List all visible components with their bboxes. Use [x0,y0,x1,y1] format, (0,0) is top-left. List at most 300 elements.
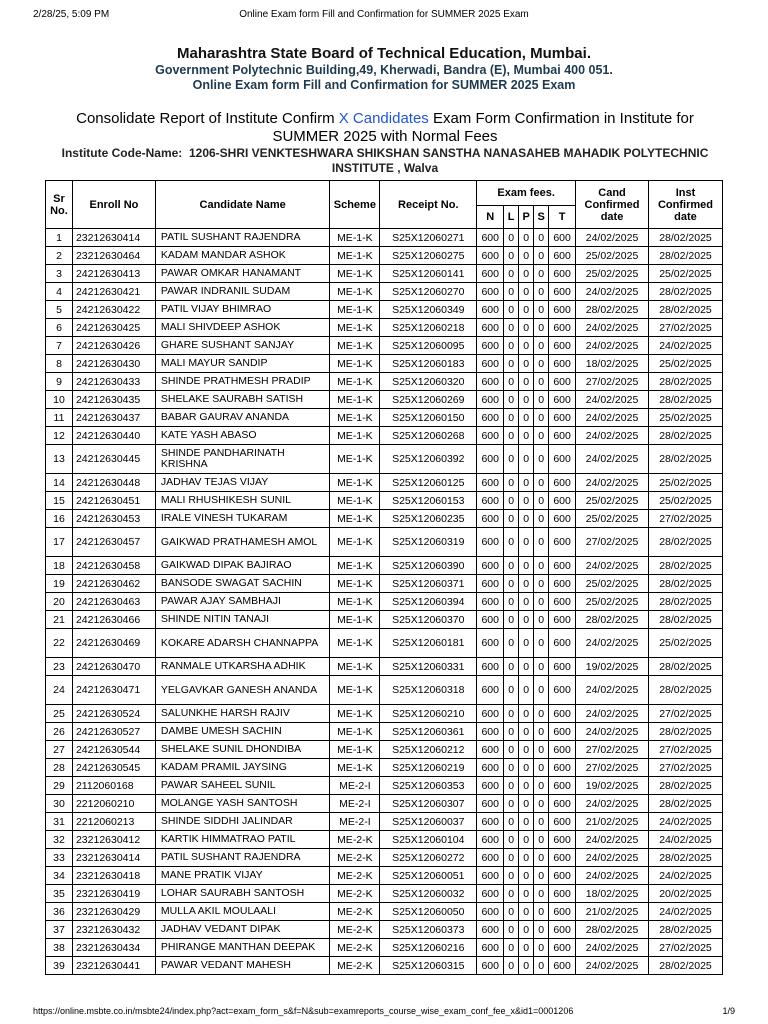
candidate-name-cell: KOKARE ADARSH CHANNAPPA [155,629,329,658]
inst-confirmed-cell: 28/02/2025 [648,445,722,474]
cand-confirmed-cell: 24/02/2025 [576,957,649,975]
fee-p-cell: 0 [519,229,534,247]
receipt-cell: S25X12060150 [380,409,477,427]
enroll-cell: 24212630448 [72,474,155,492]
sr-cell: 4 [46,283,73,301]
candidate-name-cell: SALUNKHE HARSH RAJIV [155,705,329,723]
cand-confirmed-cell: 21/02/2025 [576,903,649,921]
fee-s-cell: 0 [534,676,549,705]
fee-l-cell: 0 [504,229,519,247]
fee-n-cell: 600 [477,658,504,676]
fee-l-cell: 0 [504,658,519,676]
fee-l-cell: 0 [504,247,519,265]
table-row [46,283,723,301]
inst-confirmed-cell: 25/02/2025 [648,265,722,283]
inst-confirmed-cell: 27/02/2025 [648,705,722,723]
inst-confirmed-cell: 25/02/2025 [648,409,722,427]
cand-confirmed-cell: 28/02/2025 [576,611,649,629]
fee-t-cell: 600 [549,283,576,301]
table-row [46,557,723,575]
fee-t-cell: 600 [549,229,576,247]
scheme-cell: ME-1-K [330,528,380,557]
scheme-cell: ME-1-K [330,492,380,510]
sr-cell: 11 [46,409,73,427]
candidate-name-cell: PATIL SUSHANT RAJENDRA [155,849,329,867]
header-fee-n: N [477,206,504,229]
sr-cell: 28 [46,759,73,777]
fee-l-cell: 0 [504,409,519,427]
inst-confirmed-cell: 27/02/2025 [648,939,722,957]
cand-confirmed-cell: 24/02/2025 [576,427,649,445]
fee-t-cell: 600 [549,265,576,283]
table-row [46,229,723,247]
candidate-name-cell: SHELAKE SAURABH SATISH [155,391,329,409]
scheme-cell: ME-1-K [330,391,380,409]
cand-confirmed-cell: 27/02/2025 [576,528,649,557]
cand-confirmed-cell: 24/02/2025 [576,409,649,427]
table-row [46,867,723,885]
header-fee-l: L [504,206,519,229]
fee-s-cell: 0 [534,301,549,319]
fee-n-cell: 600 [477,492,504,510]
cand-confirmed-cell: 24/02/2025 [576,557,649,575]
fee-t-cell: 600 [549,957,576,975]
scheme-cell: ME-2-K [330,867,380,885]
fee-p-cell: 0 [519,795,534,813]
enroll-cell: 23212630464 [72,247,155,265]
cand-confirmed-cell: 24/02/2025 [576,939,649,957]
sr-cell: 32 [46,831,73,849]
inst-confirmed-cell: 28/02/2025 [648,723,722,741]
receipt-cell: S25X12060269 [380,391,477,409]
fee-t-cell: 600 [549,301,576,319]
fee-l-cell: 0 [504,921,519,939]
candidate-name-cell: MALI MAYUR SANDIP [155,355,329,373]
receipt-cell: S25X12060271 [380,229,477,247]
table-row [46,445,723,474]
fee-t-cell: 600 [549,427,576,445]
cand-confirmed-cell: 18/02/2025 [576,885,649,903]
scheme-cell: ME-2-K [330,849,380,867]
receipt-cell: S25X12060319 [380,528,477,557]
fee-n-cell: 600 [477,777,504,795]
table-row [46,528,723,557]
enroll-cell: 2212060210 [72,795,155,813]
scheme-cell: ME-1-K [330,593,380,611]
fee-l-cell: 0 [504,611,519,629]
cand-confirmed-cell: 24/02/2025 [576,391,649,409]
header-fee-t: T [549,206,576,229]
receipt-cell: S25X12060370 [380,611,477,629]
sr-cell: 27 [46,741,73,759]
receipt-cell: S25X12060371 [380,575,477,593]
fee-n-cell: 600 [477,247,504,265]
enroll-cell: 23212630434 [72,939,155,957]
fee-p-cell: 0 [519,474,534,492]
fee-s-cell: 0 [534,492,549,510]
enroll-cell: 23212630412 [72,831,155,849]
fee-n-cell: 600 [477,510,504,528]
inst-confirmed-cell: 28/02/2025 [648,777,722,795]
fee-t-cell: 600 [549,593,576,611]
fee-n-cell: 600 [477,229,504,247]
candidate-name-cell: YELGAVKAR GANESH ANANDA [155,676,329,705]
sr-cell: 26 [46,723,73,741]
sr-cell: 20 [46,593,73,611]
fee-s-cell: 0 [534,658,549,676]
header-fee-p: P [519,206,534,229]
receipt-cell: S25X12060361 [380,723,477,741]
table-row [46,492,723,510]
scheme-cell: ME-1-K [330,409,380,427]
receipt-cell: S25X12060216 [380,939,477,957]
inst-confirmed-cell: 28/02/2025 [648,658,722,676]
fee-l-cell: 0 [504,283,519,301]
fee-t-cell: 600 [549,867,576,885]
enroll-cell: 24212630445 [72,445,155,474]
candidate-name-cell: JADHAV TEJAS VIJAY [155,474,329,492]
inst-confirmed-cell: 28/02/2025 [648,247,722,265]
table-row [46,658,723,676]
report-title-suffix: Exam Form Confirmation in Institute for SUMMER 2025 with Normal Fees [272,110,694,145]
board-address: Government Polytechnic Building,49, Kherwadi, Bandra (E), Mumbai 400 051. [155,63,613,77]
fee-l-cell: 0 [504,939,519,957]
scheme-cell: ME-1-K [330,611,380,629]
table-row [46,741,723,759]
scheme-cell: ME-1-K [330,759,380,777]
fee-l-cell: 0 [504,337,519,355]
report-title-prefix: Consolidate Report of Institute Confirm [76,110,339,127]
fee-t-cell: 600 [549,492,576,510]
fee-t-cell: 600 [549,409,576,427]
inst-confirmed-cell: 28/02/2025 [648,427,722,445]
candidate-name-cell: MALI SHIVDEEP ASHOK [155,319,329,337]
fee-n-cell: 600 [477,319,504,337]
receipt-cell: S25X12060394 [380,593,477,611]
fee-l-cell: 0 [504,813,519,831]
table-row [46,849,723,867]
fee-n-cell: 600 [477,427,504,445]
header-fee-s: S [534,206,549,229]
enroll-cell: 24212630466 [72,611,155,629]
fee-p-cell: 0 [519,409,534,427]
fee-n-cell: 600 [477,705,504,723]
table-row [46,831,723,849]
enroll-cell: 24212630435 [72,391,155,409]
fee-s-cell: 0 [534,795,549,813]
sr-cell: 29 [46,777,73,795]
receipt-cell: S25X12060032 [380,885,477,903]
print-page-title: Online Exam form Fill and Confirmation for SUMMER 2025 Exam [239,9,529,20]
table-row [46,247,723,265]
cand-confirmed-cell: 28/02/2025 [576,301,649,319]
fee-l-cell: 0 [504,795,519,813]
sr-cell: 21 [46,611,73,629]
table-row [46,759,723,777]
table-row [46,355,723,373]
fee-l-cell: 0 [504,723,519,741]
table-row [46,921,723,939]
scheme-cell: ME-2-I [330,777,380,795]
cand-confirmed-cell: 19/02/2025 [576,777,649,795]
scheme-cell: ME-1-K [330,676,380,705]
fee-p-cell: 0 [519,301,534,319]
fee-s-cell: 0 [534,629,549,658]
fee-n-cell: 600 [477,885,504,903]
receipt-cell: S25X12060353 [380,777,477,795]
table-row [46,795,723,813]
inst-confirmed-cell: 28/02/2025 [648,593,722,611]
fee-l-cell: 0 [504,265,519,283]
candidate-name-cell: SHINDE PANDHARINATH KRISHNA [155,445,329,474]
scheme-cell: ME-1-K [330,229,380,247]
fee-s-cell: 0 [534,265,549,283]
fee-n-cell: 600 [477,939,504,957]
receipt-cell: S25X12060331 [380,658,477,676]
candidate-name-cell: KADAM PRAMIL JAYSING [155,759,329,777]
enroll-cell: 24212630458 [72,557,155,575]
fee-p-cell: 0 [519,777,534,795]
table-row [46,629,723,658]
receipt-cell: S25X12060318 [380,676,477,705]
candidate-name-cell: GAIKWAD PRATHAMESH AMOL [155,528,329,557]
enroll-cell: 23212630418 [72,867,155,885]
table-row [46,301,723,319]
candidate-name-cell: KADAM MANDAR ASHOK [155,247,329,265]
receipt-cell: S25X12060219 [380,759,477,777]
fee-s-cell: 0 [534,777,549,795]
fee-t-cell: 600 [549,813,576,831]
cand-confirmed-cell: 24/02/2025 [576,445,649,474]
candidate-name-cell: BANSODE SWAGAT SACHIN [155,575,329,593]
inst-confirmed-cell: 24/02/2025 [648,903,722,921]
sr-cell: 33 [46,849,73,867]
scheme-cell: ME-2-I [330,795,380,813]
fee-l-cell: 0 [504,474,519,492]
report-title [60,110,710,146]
table-row [46,705,723,723]
scheme-cell: ME-1-K [330,301,380,319]
header-cand-confirmed: Cand Confirmed date [576,181,649,229]
table-row [46,903,723,921]
fee-p-cell: 0 [519,319,534,337]
fee-s-cell: 0 [534,247,549,265]
candidate-name-cell: PHIRANGE MANTHAN DEEPAK [155,939,329,957]
candidate-name-cell: RANMALE UTKARSHA ADHIK [155,658,329,676]
cand-confirmed-cell: 24/02/2025 [576,319,649,337]
table-row [46,337,723,355]
candidate-name-cell: SHELAKE SUNIL DHONDIBA [155,741,329,759]
enroll-cell: 23212630441 [72,957,155,975]
fee-s-cell: 0 [534,510,549,528]
candidate-name-cell: GAIKWAD DIPAK BAJIRAO [155,557,329,575]
fee-s-cell: 0 [534,391,549,409]
fee-p-cell: 0 [519,355,534,373]
print-page-number: 1/9 [722,1006,735,1016]
fee-s-cell: 0 [534,813,549,831]
fee-p-cell: 0 [519,903,534,921]
receipt-cell: S25X12060390 [380,557,477,575]
scheme-cell: ME-1-K [330,373,380,391]
cand-confirmed-cell: 19/02/2025 [576,658,649,676]
scheme-cell: ME-1-K [330,741,380,759]
inst-confirmed-cell: 28/02/2025 [648,795,722,813]
sr-cell: 8 [46,355,73,373]
sr-cell: 17 [46,528,73,557]
fee-l-cell: 0 [504,831,519,849]
enroll-cell: 24212630451 [72,492,155,510]
fee-s-cell: 0 [534,831,549,849]
cand-confirmed-cell: 25/02/2025 [576,492,649,510]
fee-n-cell: 600 [477,301,504,319]
enroll-cell: 2112060168 [72,777,155,795]
fee-s-cell: 0 [534,957,549,975]
cand-confirmed-cell: 25/02/2025 [576,247,649,265]
table-row [46,427,723,445]
header-inst-confirmed: Inst Confirmed date [648,181,722,229]
cand-confirmed-cell: 24/02/2025 [576,337,649,355]
fee-l-cell: 0 [504,676,519,705]
scheme-cell: ME-1-K [330,265,380,283]
fee-s-cell: 0 [534,474,549,492]
sr-cell: 14 [46,474,73,492]
fee-n-cell: 600 [477,849,504,867]
fee-p-cell: 0 [519,831,534,849]
fee-n-cell: 600 [477,903,504,921]
sr-cell: 31 [46,813,73,831]
fee-s-cell: 0 [534,903,549,921]
receipt-cell: S25X12060104 [380,831,477,849]
fee-l-cell: 0 [504,391,519,409]
inst-confirmed-cell: 27/02/2025 [648,759,722,777]
receipt-cell: S25X12060183 [380,355,477,373]
fee-s-cell: 0 [534,557,549,575]
receipt-cell: S25X12060268 [380,427,477,445]
candidate-name-cell: MANE PRATIK VIJAY [155,867,329,885]
scheme-cell: ME-2-K [330,885,380,903]
fee-l-cell: 0 [504,492,519,510]
fee-p-cell: 0 [519,283,534,301]
enroll-cell: 24212630430 [72,355,155,373]
inst-confirmed-cell: 24/02/2025 [648,813,722,831]
table-row [46,957,723,975]
fee-n-cell: 600 [477,795,504,813]
header-receipt: Receipt No. [380,181,477,229]
cand-confirmed-cell: 24/02/2025 [576,229,649,247]
fee-n-cell: 600 [477,676,504,705]
fee-n-cell: 600 [477,575,504,593]
fee-s-cell: 0 [534,593,549,611]
fee-p-cell: 0 [519,759,534,777]
fee-s-cell: 0 [534,867,549,885]
fee-t-cell: 600 [549,885,576,903]
scheme-cell: ME-1-K [330,510,380,528]
inst-confirmed-cell: 28/02/2025 [648,849,722,867]
candidate-name-cell: PAWAR VEDANT MAHESH [155,957,329,975]
cand-confirmed-cell: 21/02/2025 [576,813,649,831]
fee-t-cell: 600 [549,528,576,557]
scheme-cell: ME-1-K [330,557,380,575]
enroll-cell: 24212630462 [72,575,155,593]
enroll-cell: 24212630433 [72,373,155,391]
table-row [46,265,723,283]
scheme-cell: ME-1-K [330,658,380,676]
cand-confirmed-cell: 24/02/2025 [576,283,649,301]
enroll-cell: 24212630524 [72,705,155,723]
fee-l-cell: 0 [504,957,519,975]
fee-n-cell: 600 [477,593,504,611]
inst-confirmed-cell: 28/02/2025 [648,391,722,409]
enroll-cell: 24212630463 [72,593,155,611]
receipt-cell: S25X12060392 [380,445,477,474]
receipt-cell: S25X12060037 [380,813,477,831]
sr-cell: 9 [46,373,73,391]
fee-l-cell: 0 [504,301,519,319]
fee-p-cell: 0 [519,813,534,831]
fee-s-cell: 0 [534,723,549,741]
sr-cell: 24 [46,676,73,705]
enroll-cell: 24212630544 [72,741,155,759]
fee-t-cell: 600 [549,795,576,813]
scheme-cell: ME-1-K [330,337,380,355]
inst-confirmed-cell: 27/02/2025 [648,319,722,337]
institute-line [60,146,710,176]
receipt-cell: S25X12060307 [380,795,477,813]
receipt-cell: S25X12060210 [380,705,477,723]
fee-t-cell: 600 [549,474,576,492]
receipt-cell: S25X12060270 [380,283,477,301]
fee-s-cell: 0 [534,939,549,957]
candidate-name-cell: SHINDE PRATHMESH PRADIP [155,373,329,391]
fee-l-cell: 0 [504,528,519,557]
candidate-name-cell: PAWAR AJAY SAMBHAJI [155,593,329,611]
scheme-cell: ME-2-K [330,903,380,921]
fee-s-cell: 0 [534,705,549,723]
fee-t-cell: 600 [549,849,576,867]
inst-confirmed-cell: 28/02/2025 [648,229,722,247]
table-row [46,723,723,741]
inst-confirmed-cell: 25/02/2025 [648,629,722,658]
print-footer [0,1002,768,1024]
fee-p-cell: 0 [519,658,534,676]
fee-l-cell: 0 [504,705,519,723]
fee-t-cell: 600 [549,921,576,939]
fee-n-cell: 600 [477,373,504,391]
fee-s-cell: 0 [534,611,549,629]
enroll-cell: 24212630425 [72,319,155,337]
candidate-name-cell: LOHAR SAURABH SANTOSH [155,885,329,903]
table-row [46,575,723,593]
fee-t-cell: 600 [549,355,576,373]
fee-l-cell: 0 [504,867,519,885]
table-row [46,813,723,831]
board-name: Maharashtra State Board of Technical Education, Mumbai. [177,45,591,62]
receipt-cell: S25X12060218 [380,319,477,337]
sr-cell: 6 [46,319,73,337]
institute-value: 1206-SHRI VENKTESHWARA SHIKSHAN SANSTHA NANASAHEB MAHADIK POLYTECHNIC INSTITUTE , Walva [188,146,709,175]
fee-t-cell: 600 [549,658,576,676]
enroll-cell: 24212630413 [72,265,155,283]
fee-t-cell: 600 [549,575,576,593]
fee-s-cell: 0 [534,409,549,427]
cand-confirmed-cell: 28/02/2025 [576,921,649,939]
fee-s-cell: 0 [534,575,549,593]
inst-confirmed-cell: 25/02/2025 [648,355,722,373]
sr-cell: 39 [46,957,73,975]
scheme-cell: ME-1-K [330,427,380,445]
sr-cell: 22 [46,629,73,658]
fee-t-cell: 600 [549,373,576,391]
